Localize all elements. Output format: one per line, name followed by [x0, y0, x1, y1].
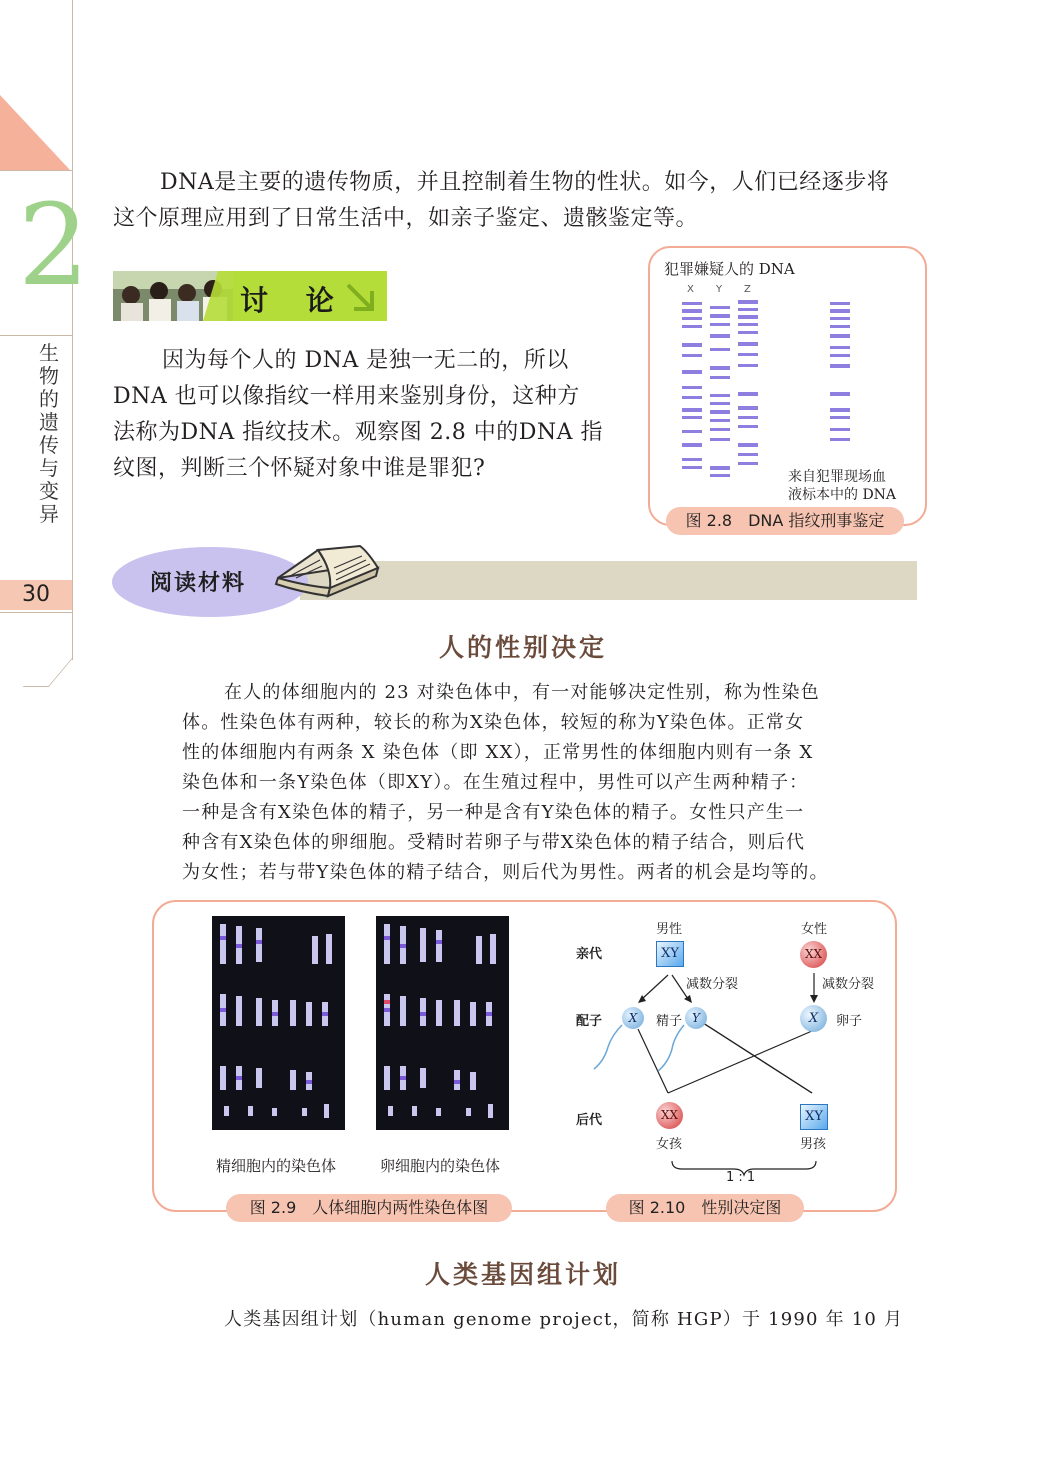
- sperm-label: 精子: [656, 1014, 683, 1029]
- sperm-karyotype-image: [212, 916, 345, 1130]
- female-label: 女性: [801, 922, 828, 937]
- reading-line-1: 在人的体细胞内的 23 对染色体中，有一对能够决定性别，称为性染色: [224, 682, 820, 703]
- egg-label: 卵子: [836, 1014, 863, 1029]
- discussion-label: 讨 论: [240, 284, 348, 317]
- egg-x: X: [800, 1005, 827, 1032]
- offspring-xx-circle: XX: [656, 1102, 683, 1129]
- ratio-label: 1 : 1: [726, 1170, 756, 1185]
- arrow-down-right-icon: [344, 281, 376, 313]
- section-title-sex-determination: 人的性别决定: [438, 633, 607, 662]
- corner-decoration: [0, 95, 70, 170]
- reading-line-5: 一种是含有X染色体的精子，另一种是含有Y染色体的精子。女性只产生一: [182, 802, 805, 823]
- suspect-dna-label: 犯罪嫌疑人的 DNA: [664, 260, 795, 278]
- discussion-line-1: 因为每个人的 DNA 是独一无二的，所以: [162, 348, 569, 373]
- chapter-number: 2: [18, 181, 88, 311]
- reading-line-7: 为女性；若与带Y染色体的精子结合，则后代为男性。两者的机会是均等的。: [182, 862, 829, 883]
- reading-line-3: 性的体细胞内有两条 X 染色体（即 XX），正常男性的体细胞内则有一条 X: [182, 742, 814, 763]
- sidebar-bottom-corner: [23, 658, 73, 687]
- girl-label: 女孩: [656, 1137, 683, 1152]
- figure-2-9-caption: 图 2.9 人体细胞内两性染色体图: [226, 1194, 512, 1222]
- lane-label-z: Z: [744, 284, 751, 295]
- crime-sample-label-1: 来自犯罪现场血: [788, 469, 886, 485]
- discussion-line-2: DNA 也可以像指纹一样用来鉴别身份，这种方: [113, 384, 580, 409]
- row-label-offspring: 后代: [576, 1113, 603, 1128]
- egg-karyotype-label: 卵细胞内的染色体: [380, 1157, 501, 1175]
- reading-line-2: 体。性染色体有两种，较长的称为X染色体，较短的称为Y染色体。正常女: [182, 712, 805, 733]
- sperm-y: Y: [685, 1007, 707, 1029]
- figure-2-10-caption: 图 2.10 性别决定图: [606, 1194, 804, 1222]
- sperm-x: X: [622, 1007, 644, 1029]
- open-book-icon: [270, 540, 385, 612]
- sidebar-divider: [0, 170, 72, 171]
- lane-label-y: Y: [716, 284, 723, 295]
- sidebar-divider: [0, 612, 72, 613]
- intro-line-2: 这个原理应用到了日常生活中，如亲子鉴定、遗骸鉴定等。: [113, 206, 699, 231]
- male-label: 男性: [656, 922, 683, 937]
- discussion-line-4: 纹图，判断三个怀疑对象中谁是罪犯?: [113, 456, 486, 481]
- meiosis-label-female: 减数分裂: [822, 977, 875, 992]
- discussion-photo: [113, 271, 233, 321]
- row-label-parents: 亲代: [576, 947, 603, 962]
- lane-label-x: X: [687, 284, 694, 295]
- crime-sample-label-2: 液标本中的 DNA: [788, 487, 897, 503]
- sidebar-divider: [0, 335, 72, 336]
- reading-label: 阅读材料: [150, 571, 247, 596]
- female-xx-circle: XX: [800, 941, 827, 968]
- sidebar-rule-top: [72, 0, 73, 170]
- egg-karyotype-image: [376, 916, 509, 1130]
- boy-label: 男孩: [800, 1137, 827, 1152]
- row-label-gametes: 配子: [576, 1014, 603, 1029]
- figure-2-8-caption: 图 2.8 DNA 指纹刑事鉴定: [666, 507, 904, 535]
- sex-determination-diagram: [560, 915, 890, 1185]
- intro-line-1: DNA是主要的遗传物质，并且控制着生物的性状。如今，人们已经逐步将: [160, 170, 890, 195]
- reading-line-6: 种含有X染色体的卵细胞。受精时若卵子与带X染色体的精子结合，则后代: [182, 832, 806, 853]
- reading-line-4: 染色体和一条Y染色体（即XY）。在生殖过程中，男性可以产生两种精子：: [182, 772, 809, 793]
- discussion-line-3: 法称为DNA 指纹技术。观察图 2.8 中的DNA 指: [113, 420, 604, 445]
- section-title-hgp: 人类基因组计划: [424, 1260, 621, 1289]
- meiosis-label-male: 减数分裂: [686, 977, 739, 992]
- page-number: 30: [22, 582, 50, 607]
- male-xy-box: XY: [656, 941, 684, 967]
- sperm-karyotype-label: 精细胞内的染色体: [216, 1157, 337, 1175]
- hgp-line-1: 人类基因组计划（human genome project，简称 HGP）于 1990 年 10 月: [224, 1309, 904, 1330]
- dna-fingerprint-gel: [678, 298, 858, 488]
- offspring-xy-box: XY: [800, 1104, 828, 1130]
- reading-banner: [300, 561, 917, 600]
- chapter-title: 生物的遗传与变异: [39, 341, 59, 526]
